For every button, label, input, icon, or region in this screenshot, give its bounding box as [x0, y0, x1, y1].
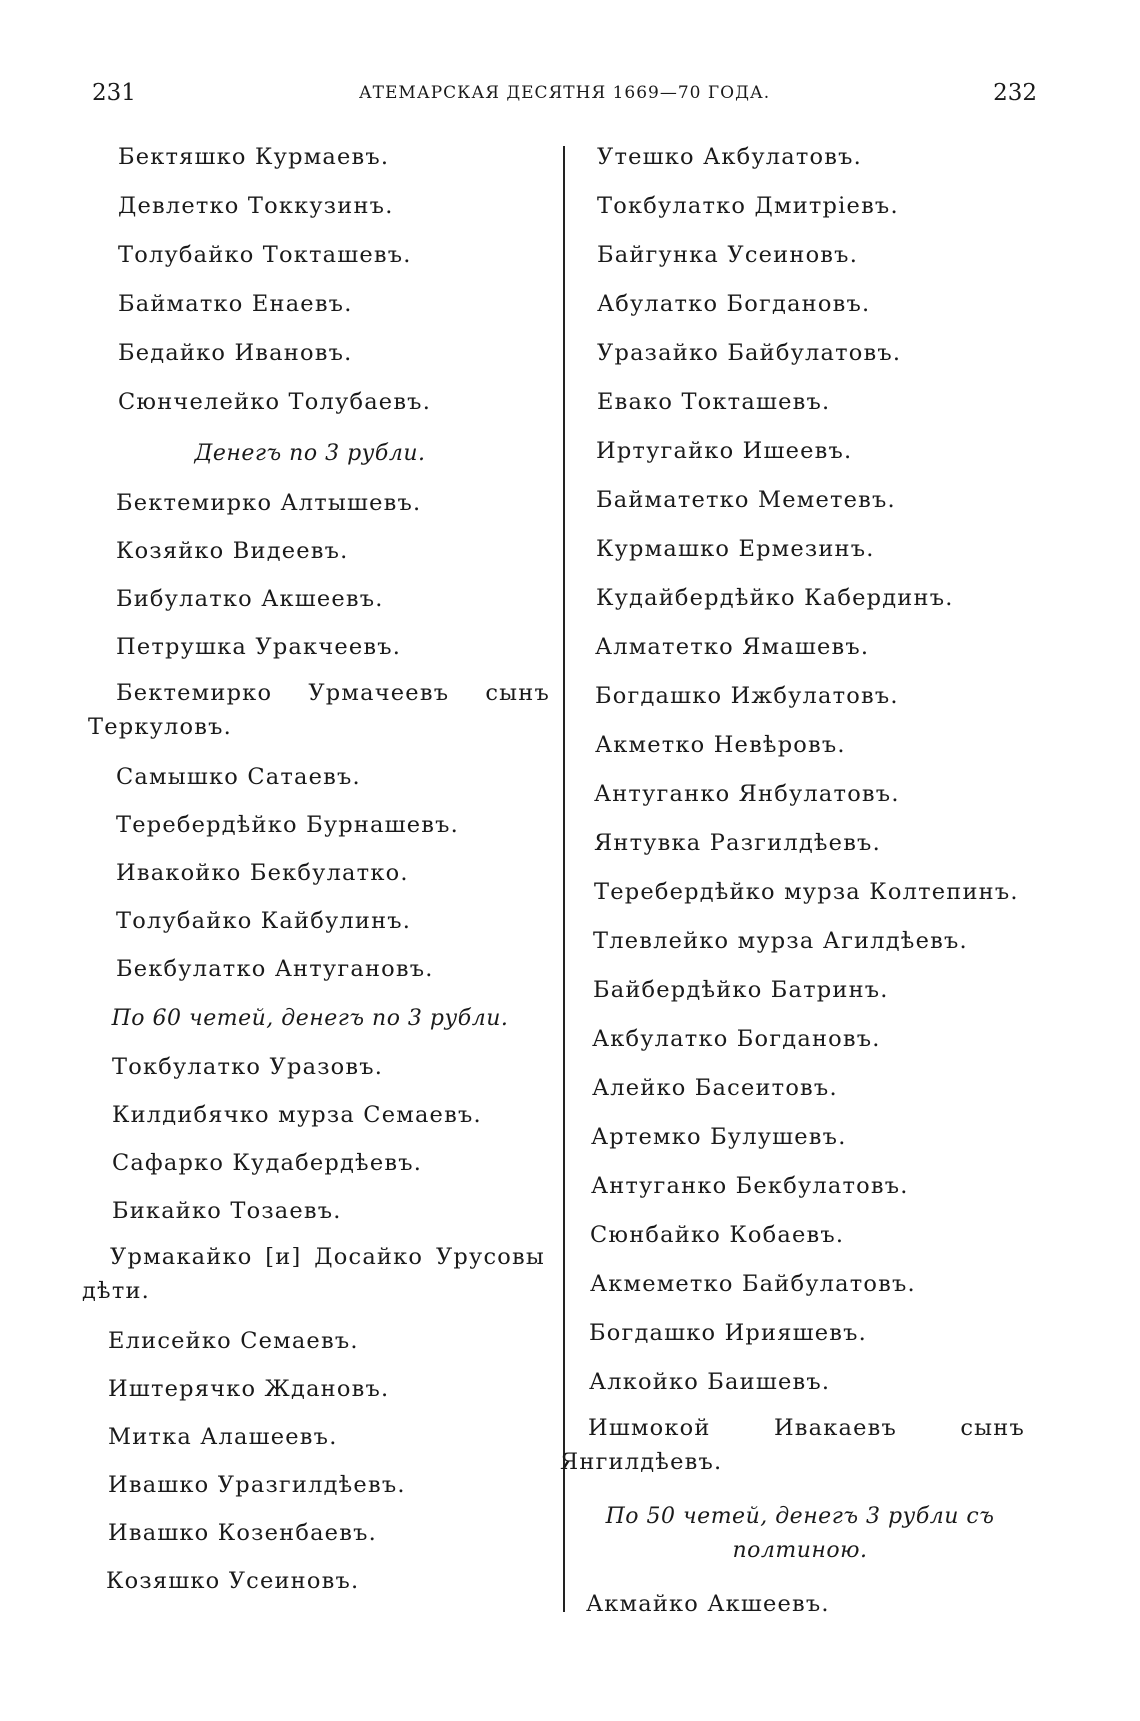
list-item: Бектемирко Алтышевъ. [116, 490, 422, 516]
list-item: Токбулатко Дмитріевъ. [597, 193, 899, 219]
list-item: Елисейко Семаевъ. [108, 1328, 359, 1354]
list-item: Толубайко Кайбулинъ. [116, 908, 412, 934]
list-item: Толубайко Токташевъ. [118, 242, 412, 268]
list-item: Утешко Акбулатовъ. [597, 144, 863, 170]
list-item: Евако Токташевъ. [597, 389, 831, 415]
list-item: Алейко Басеитовъ. [592, 1075, 838, 1101]
list-item: Акмайко Акшеевъ. [586, 1591, 830, 1617]
list-item: Козяйко Видеевъ. [116, 538, 349, 564]
list-item: Антуганко Янбулатовъ. [594, 781, 900, 807]
list-item: Урмакайко [и] Досайко Урусовы дѣти. [82, 1244, 545, 1304]
list-item: Теребердѣйко мурза Колтепинъ. [594, 879, 1019, 905]
list-item: Иртугайко Ишеевъ. [596, 438, 853, 464]
list-item: Бедайко Ивановъ. [118, 340, 353, 366]
list-item: Тлевлейко мурза Агилдѣевъ. [593, 928, 968, 954]
page-number-right: 232 [993, 80, 1037, 106]
list-item: Абулатко Богдановъ. [597, 291, 871, 317]
list-item: Иштерячко Ждановъ. [108, 1376, 390, 1402]
section-heading: По 60 четей, денегъ по 3 рубли. [111, 1006, 509, 1031]
list-item: Антуганко Бекбулатовъ. [591, 1173, 909, 1199]
list-item: Ивакойко Бекбулатко. [116, 860, 409, 886]
list-item: Байгунка Усеиновъ. [597, 242, 859, 268]
list-item: Кудайбердѣйко Кабердинъ. [596, 585, 954, 611]
list-item: Самышко Сатаевъ. [116, 764, 361, 790]
list-item: Байматко Енаевъ. [118, 291, 353, 317]
list-item: Байбердѣйко Батринъ. [593, 977, 889, 1003]
list-item: Сафарко Кудабердѣевъ. [112, 1150, 423, 1176]
list-item: Алматетко Ямашевъ. [595, 634, 870, 660]
section-heading: По 50 четей, денегъ 3 рубли съ полтиною. [605, 1504, 995, 1563]
list-item: Бикайко Тозаевъ. [112, 1198, 342, 1224]
page-number-left: 231 [92, 80, 136, 106]
list-item: Богдашко Ирияшевъ. [589, 1320, 867, 1346]
list-item: Акмеметко Байбулатовъ. [590, 1271, 916, 1297]
list-item: Уразайко Байбулатовъ. [597, 340, 902, 366]
section-heading: Денегъ по 3 рубли. [194, 441, 426, 466]
list-item: Артемко Булушевъ. [591, 1124, 847, 1150]
list-item: Бектемирко Урмачеевъ сынъ Теркуловъ. [88, 680, 550, 740]
list-item: Ивашко Уразгилдѣевъ. [108, 1472, 406, 1498]
list-item: Богдашко Ижбулатовъ. [595, 683, 899, 709]
list-item: Бектяшко Курмаевъ. [118, 144, 390, 170]
list-item: Бекбулатко Антугановъ. [116, 956, 434, 982]
list-item: Ишмокой Ивакаевъ сынъ Янгилдѣевъ. [560, 1415, 1025, 1475]
list-item: Козяшко Усеиновъ. [106, 1568, 360, 1594]
page-header [92, 80, 1037, 114]
list-item: Акметко Невѣровъ. [595, 732, 846, 758]
list-item: Бибулатко Акшеевъ. [116, 586, 384, 612]
list-item: Байматетко Меметевъ. [596, 487, 896, 513]
list-item: Ивашко Козенбаевъ. [108, 1520, 377, 1546]
list-item: Токбулатко Уразовъ. [112, 1054, 384, 1080]
list-item: Янтувка Разгилдѣевъ. [594, 830, 881, 856]
list-item: Сюнбайко Кобаевъ. [590, 1222, 845, 1248]
list-item: Алкойко Баишевъ. [589, 1369, 831, 1395]
list-item: Петрушка Уракчеевъ. [116, 634, 402, 660]
list-item: Курмашко Ермезинъ. [596, 536, 875, 562]
list-item: Девлетко Токкузинъ. [118, 193, 394, 219]
list-item: Сюнчелейко Толубаевъ. [118, 389, 432, 415]
list-item: Митка Алашеевъ. [108, 1424, 338, 1450]
list-item: Акбулатко Богдановъ. [592, 1026, 881, 1052]
running-title: АТЕМАРСКАЯ ДЕСЯТНЯ 1669—70 ГОДА. [358, 83, 771, 103]
list-item: Килдибячко мурза Семаевъ. [112, 1102, 482, 1128]
list-item: Теребердѣйко Бурнашевъ. [116, 812, 460, 838]
column-divider [563, 146, 565, 1612]
